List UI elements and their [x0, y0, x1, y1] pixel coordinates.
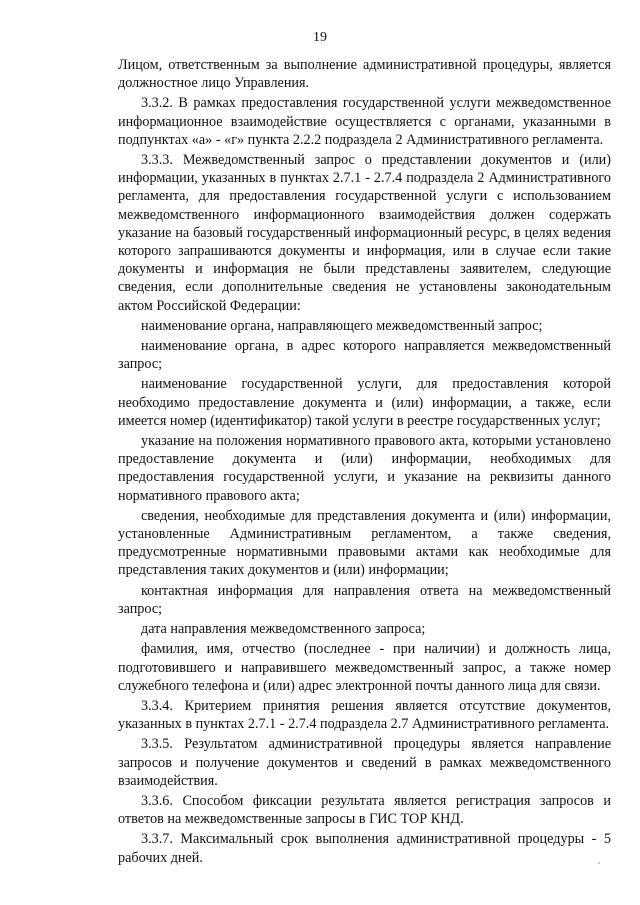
paragraph-3-3-4: 3.3.4. Критерием принятия решения является отсутствие документов, указанных в пунктах 2.7.1 - 2.7.4 подраздела 2.7 Административного регламента. — [118, 697, 611, 733]
list-item-official-details: фамилия, имя, отчество (последнее - при наличии) и должность лица, подготовившего и направившего межведомственный запрос, а также номер служебного телефона и (или) адрес электронной почты данного лица для связи. — [118, 641, 611, 694]
list-item-required-info: сведения, необходимые для представления документа и (или) информации, установленные Административным регламентом, а также сведения, предусмотренные нормативными правовыми актами как необходимые для представления таких документов и (или) информации; — [118, 507, 611, 579]
paragraph-3-3-3: 3.3.3. Межведомственный запрос о представлении документов и (или) информации, указанных в пунктах 2.7.1 - 2.7.4 подраздела 2 Административного регламента, для предоставления государственной услуги с использованием межведомственного информационного взаимодействия должен содержать указание на базовый государственный информационный ресурс, в целях ведения которого запрашиваются документы и информация, или в случае если такие документы и информация не были представлены заявителем, следующие сведения, если дополнительные сведения не установлены законодательным актом Российской Федерации: — [118, 152, 611, 314]
paragraph-3-3-7: 3.3.7. Максимальный срок выполнения административной процедуры - 5 рабочих дней. — [118, 831, 611, 866]
paragraph-3-3-5: 3.3.5. Результатом административной процедуры является направление запросов и получение документов и сведений в рамках межведомственного взаимодействия. — [118, 736, 611, 789]
scan-speck — [598, 862, 600, 864]
paragraph-responsible-person: Лицом, ответственным за выполнение административной процедуры, является должностное лицо Управления. — [118, 57, 611, 92]
list-item-contact-info: контактная информация для направления ответа на межведомственный запрос; — [118, 582, 611, 617]
list-item-recipient-body: наименование органа, в адрес которого направляется межведомственный запрос; — [118, 338, 611, 373]
paragraph-3-3-2: 3.3.2. В рамках предоставления государственной услуги межведомственное информационное взаимодействие осуществляется с органами, указанными в подпунктах «а» - «г» пункта 2.2.2 подраздела 2 Административного регламента. — [118, 95, 611, 148]
list-item-service-name: наименование государственной услуги, для предоставления которой необходимо предоставление документа и (или) информации, а также, если имеется номер (идентификатор) такой услуги в реестре государственных услуг; — [118, 376, 611, 429]
list-item-request-date: дата направления межведомственного запроса; — [141, 621, 426, 638]
document-body — [118, 56, 611, 869]
list-item-legal-act: указание на положения нормативного правового акта, которыми установлено предоставление документа и (или) информации, необходимых для предоставления государственной услуги, и указание на реквизиты данного нормативного правового акта; — [118, 433, 611, 504]
page-number: 19 — [313, 30, 327, 45]
list-item-requesting-body: наименование органа, направляющего межведомственный запрос; — [141, 317, 543, 334]
paragraph-3-3-6: 3.3.6. Способом фиксации результата является регистрация запросов и ответов на межведомственные запросы в ГИС ТОР КНД. — [118, 792, 611, 828]
